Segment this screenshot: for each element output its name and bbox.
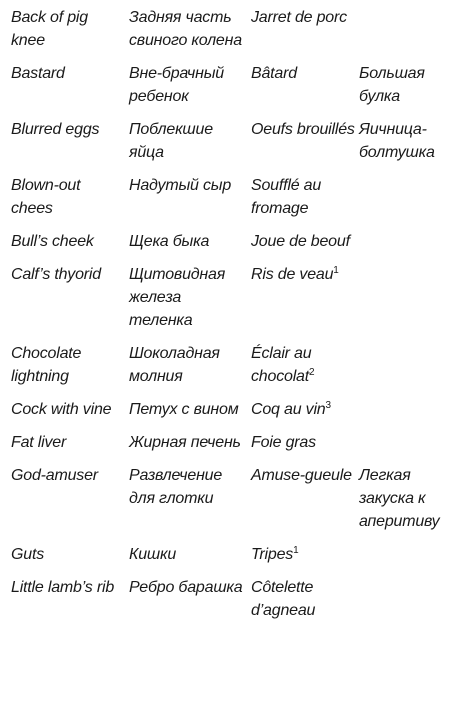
french-name-cell-text: Bâtard <box>251 65 297 82</box>
russian-literal-cell-text: Поблекшие яйца <box>129 121 213 161</box>
table-row <box>11 464 470 543</box>
french-name-cell-text: Éclair au chocolat <box>251 345 312 385</box>
english-literal-cell-text: Blown-out chees <box>11 177 81 217</box>
table-row <box>11 576 470 632</box>
table-row <box>11 62 470 118</box>
russian-literal-cell-text: Шоколадная молния <box>129 345 220 385</box>
english-literal-cell <box>11 398 129 431</box>
english-literal-cell-text: Blurred eggs <box>11 121 100 138</box>
table-row <box>11 118 470 174</box>
french-name-cell-text: Coq au vin <box>251 401 326 418</box>
french-name-cell <box>251 464 359 543</box>
english-literal-cell <box>11 576 129 632</box>
russian-literal-cell-text: Задняя часть свиного колена <box>129 9 242 49</box>
english-literal-cell <box>11 174 129 230</box>
russian-meaning-cell <box>359 118 470 174</box>
russian-meaning-cell-text: Легкая закуска к аперитиву <box>359 467 440 530</box>
french-name-cell-text: Tripes <box>251 546 294 563</box>
french-name-cell <box>251 62 359 118</box>
russian-literal-cell-text: Петух с вином <box>129 401 239 418</box>
russian-literal-cell <box>129 543 251 576</box>
russian-literal-cell <box>129 230 251 263</box>
french-name-cell-text: Amuse-gueule <box>251 467 352 484</box>
french-name-cell-text: Foie gras <box>251 434 316 451</box>
english-literal-cell <box>11 230 129 263</box>
table-row <box>11 263 470 342</box>
russian-meaning-cell <box>359 342 470 398</box>
french-name-cell <box>251 398 359 431</box>
russian-meaning-cell-text: Яичница-болтушка <box>359 121 435 161</box>
table-row <box>11 543 470 576</box>
english-literal-cell <box>11 464 129 543</box>
table-row <box>11 398 470 431</box>
table-row <box>11 342 470 398</box>
russian-literal-cell-text: Щека быка <box>129 233 210 250</box>
english-literal-cell <box>11 431 129 464</box>
french-name-cell-text: Soufflé au fromage <box>251 177 322 217</box>
russian-literal-cell-text: Щитовидная железа теленка <box>129 266 226 329</box>
russian-literal-cell-text: Ребро барашка <box>129 579 243 596</box>
russian-meaning-cell-text: Большая булка <box>359 65 425 105</box>
french-name-cell <box>251 174 359 230</box>
russian-literal-cell-text: Жирная печень <box>129 434 241 451</box>
russian-meaning-cell <box>359 464 470 543</box>
english-literal-cell <box>11 62 129 118</box>
english-literal-cell-text: Little lamb’s rib <box>11 579 115 596</box>
french-name-cell <box>251 6 359 62</box>
table-body <box>11 6 470 632</box>
english-literal-cell-text: Fat liver <box>11 434 67 451</box>
french-name-cell-text: Ris de veau <box>251 266 334 283</box>
english-literal-cell-text: Bull’s cheek <box>11 233 94 250</box>
russian-meaning-cell <box>359 576 470 632</box>
russian-literal-cell-text: Кишки <box>129 546 177 563</box>
french-name-cell <box>251 543 359 576</box>
dish-name-table <box>11 6 470 632</box>
russian-literal-cell <box>129 576 251 632</box>
russian-literal-cell <box>129 263 251 342</box>
russian-literal-cell <box>129 174 251 230</box>
english-literal-cell <box>11 118 129 174</box>
french-name-cell-text: Oeufs brouillés <box>251 121 355 138</box>
french-name-cell <box>251 576 359 632</box>
russian-meaning-cell <box>359 263 470 342</box>
footnote-marker: 3 <box>325 400 331 411</box>
table-row <box>11 431 470 464</box>
french-name-cell-text: Joue de beouf <box>251 233 350 250</box>
russian-literal-cell <box>129 62 251 118</box>
russian-literal-cell <box>129 431 251 464</box>
table-row <box>11 230 470 263</box>
english-literal-cell-text: Guts <box>11 546 44 563</box>
footnote-marker: 1 <box>293 545 299 556</box>
russian-meaning-cell <box>359 6 470 62</box>
french-name-cell <box>251 230 359 263</box>
russian-literal-cell <box>129 6 251 62</box>
english-literal-cell <box>11 342 129 398</box>
russian-meaning-cell <box>359 174 470 230</box>
footnote-marker: 2 <box>309 367 315 378</box>
english-literal-cell-text: Chocolate lightning <box>11 345 82 385</box>
russian-literal-cell <box>129 118 251 174</box>
french-name-cell <box>251 118 359 174</box>
russian-meaning-cell <box>359 543 470 576</box>
russian-literal-cell-text: Развлечение для глотки <box>129 467 223 507</box>
english-literal-cell-text: Cock with vine <box>11 401 112 418</box>
english-literal-cell <box>11 543 129 576</box>
french-name-cell <box>251 342 359 398</box>
english-literal-cell-text: Bastard <box>11 65 65 82</box>
russian-meaning-cell <box>359 431 470 464</box>
russian-meaning-cell <box>359 230 470 263</box>
russian-literal-cell <box>129 398 251 431</box>
table-row <box>11 6 470 62</box>
english-literal-cell-text: Back of pig knee <box>11 9 88 49</box>
russian-literal-cell <box>129 342 251 398</box>
russian-meaning-cell <box>359 62 470 118</box>
french-name-cell-text: Côtelette d’agneau <box>251 579 316 619</box>
russian-meaning-cell <box>359 398 470 431</box>
table-row <box>11 174 470 230</box>
english-literal-cell-text: Calf’s thyorid <box>11 266 101 283</box>
russian-literal-cell-text: Вне-брачный ребенок <box>129 65 224 105</box>
french-name-cell <box>251 263 359 342</box>
english-literal-cell-text: God-amuser <box>11 467 98 484</box>
russian-literal-cell-text: Надутый сыр <box>129 177 232 194</box>
french-name-cell-text: Jarret de porc <box>251 9 347 26</box>
english-literal-cell <box>11 263 129 342</box>
french-name-cell <box>251 431 359 464</box>
footnote-marker: 1 <box>333 265 339 276</box>
russian-literal-cell <box>129 464 251 543</box>
english-literal-cell <box>11 6 129 62</box>
